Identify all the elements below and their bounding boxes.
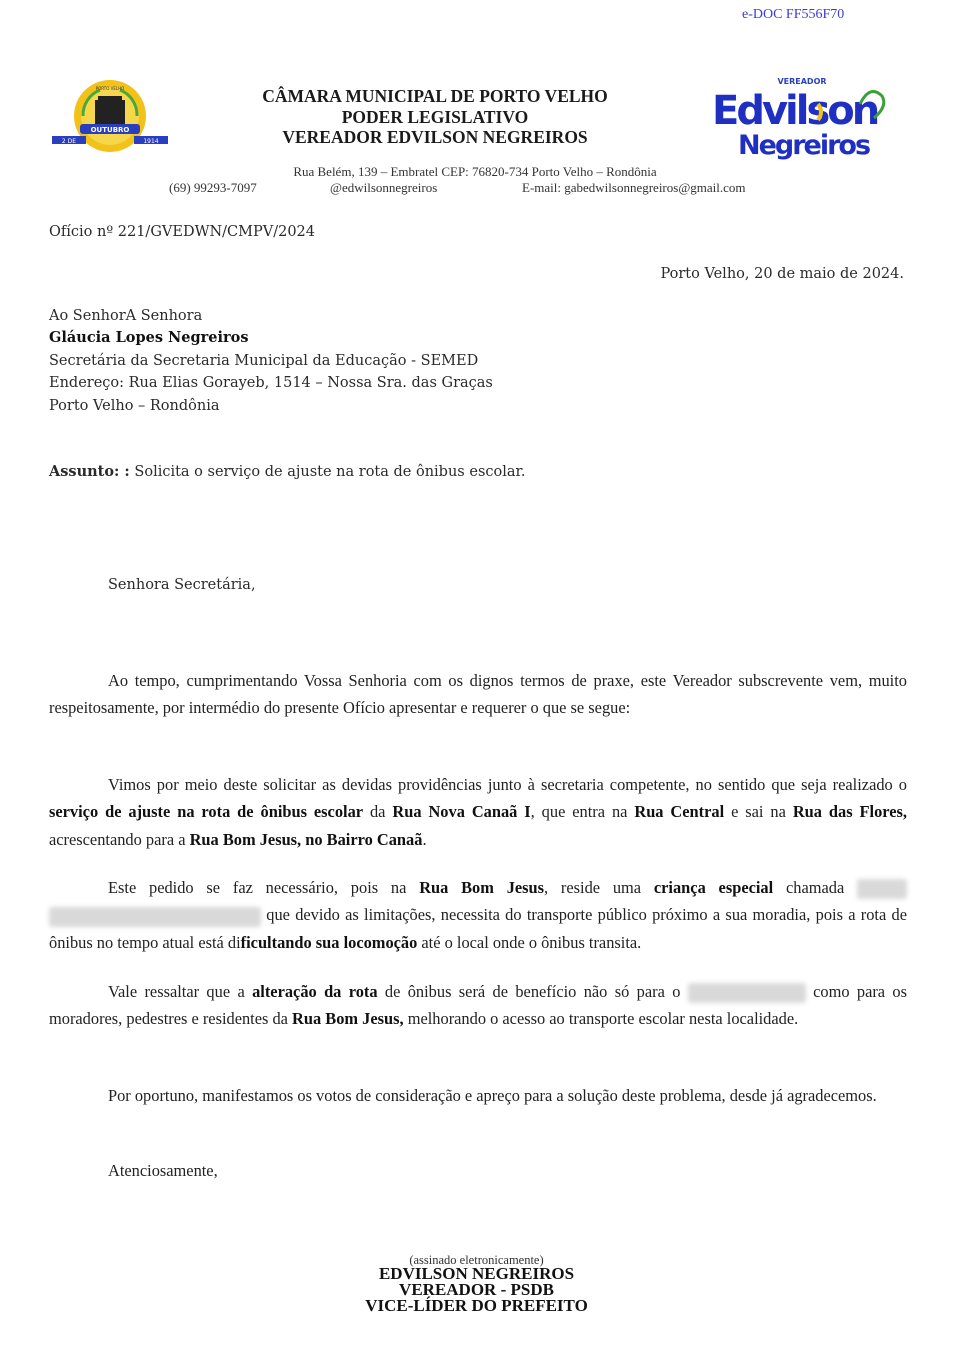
svg-text:PORTO VELHO: PORTO VELHO <box>95 86 125 91</box>
document-date: Porto Velho, 20 de maio de 2024. <box>660 266 904 282</box>
letterhead-email: E-mail: gabedwilsonnegreiros@gmail.com <box>522 180 746 195</box>
recipient-name: Gláucia Lopes Negreiros <box>49 329 249 347</box>
paragraph-1: Ao tempo, cumprimentando Vossa Senhoria com os dignos termos de praxe, este Vereador subscrevente vem, muito respeitosamente, por intermédio do presente Ofício apresentar e requerer o que se segue: <box>49 671 907 718</box>
letterhead-address: Rua Belém, 139 – Embratel CEP: 76820-734 Porto Velho – Rondônia <box>293 164 657 179</box>
svg-text:1914: 1914 <box>143 138 159 145</box>
subject-label: Assunto: : <box>49 463 130 480</box>
svg-text:2 DE: 2 DE <box>61 138 77 145</box>
recipient-salutation: Ao SenhorA Senhora <box>49 308 203 324</box>
redacted-name <box>688 983 806 1003</box>
paragraph-3: Este pedido se faz necessário, pois na Rua Bom Jesus, reside uma criança especial chamada que devido as limitações, necessita do transporte público próximo a sua moradia, pois a rota de ônibus no tempo atual está dificultando sua locomoção até o local onde o ônibus transita. <box>49 878 907 952</box>
signature-role: VICE-LÍDER DO PREFEITO <box>365 1296 588 1315</box>
signature-title: VEREADOR - PSDB <box>399 1280 554 1299</box>
header-line-2: PODER LEGISLATIVO <box>341 106 529 127</box>
redacted-name <box>857 879 907 899</box>
letterhead-phone: (69) 99293-7097 <box>169 180 257 195</box>
letterhead-social: @edwilsonnegreiros <box>330 180 438 195</box>
recipient-block <box>49 305 493 417</box>
closing: Atenciosamente, <box>108 1161 218 1180</box>
svg-text:VEREADOR: VEREADOR <box>777 77 827 86</box>
edoc-code: e-DOC FF556F70 <box>742 7 845 22</box>
subject-text: Solicita o serviço de ajuste na rota de ônibus escolar. <box>129 464 526 480</box>
recipient-role: Secretária da Secretaria Municipal da Educação - SEMED <box>49 352 479 369</box>
edvilson-negreiros-logo <box>710 74 890 160</box>
svg-text:Edvilson: Edvilson <box>712 88 878 134</box>
subject-line <box>49 461 525 483</box>
paragraph-2: Vimos por meio deste solicitar as devidas providências junto à secretaria competente, no sentido que seja realizado o serviço de ajuste na rota de ônibus escolar da Rua Nova Canaã I, que entra na Rua Central e sai na Rua das Flores, acrescentando para a Rua Bom Jesus, no Bairro Canaã. <box>49 775 907 849</box>
recipient-city: Porto Velho – Rondônia <box>49 397 220 414</box>
paragraph-4: Vale ressaltar que a alteração da rota de ônibus será de benefício não só para o como para os moradores, pedestres e residentes da Rua Bom Jesus, melhorando o acesso ao transporte escolar nesta localidade. <box>49 982 907 1029</box>
municipal-seal-logo <box>50 78 170 158</box>
signature-name: EDVILSON NEGREIROS <box>378 1264 575 1283</box>
signature-note: (assinado eletronicamente) <box>409 1253 544 1267</box>
paragraph-5: Por oportuno, manifestamos os votos de consideração e apreço para a solução deste problema, desde já agradecemos. <box>108 1086 877 1105</box>
greeting: Senhora Secretária, <box>108 577 256 593</box>
redacted-name <box>49 907 261 927</box>
signature-block <box>0 1266 953 1314</box>
oficio-number: Ofício nº 221/GVEDWN/CMPV/2024 <box>49 224 316 240</box>
svg-text:Negreiros: Negreiros <box>738 130 870 160</box>
header-line-3: VEREADOR EDVILSON NEGREIROS <box>282 127 588 147</box>
letterhead-title <box>230 86 640 148</box>
header-line-1: CÂMARA MUNICIPAL DE PORTO VELHO <box>262 86 608 106</box>
seal-band-text: OUTUBRO <box>90 126 130 134</box>
recipient-address: Endereço: Rua Elias Gorayeb, 1514 – Nossa Sra. das Graças <box>49 375 493 392</box>
